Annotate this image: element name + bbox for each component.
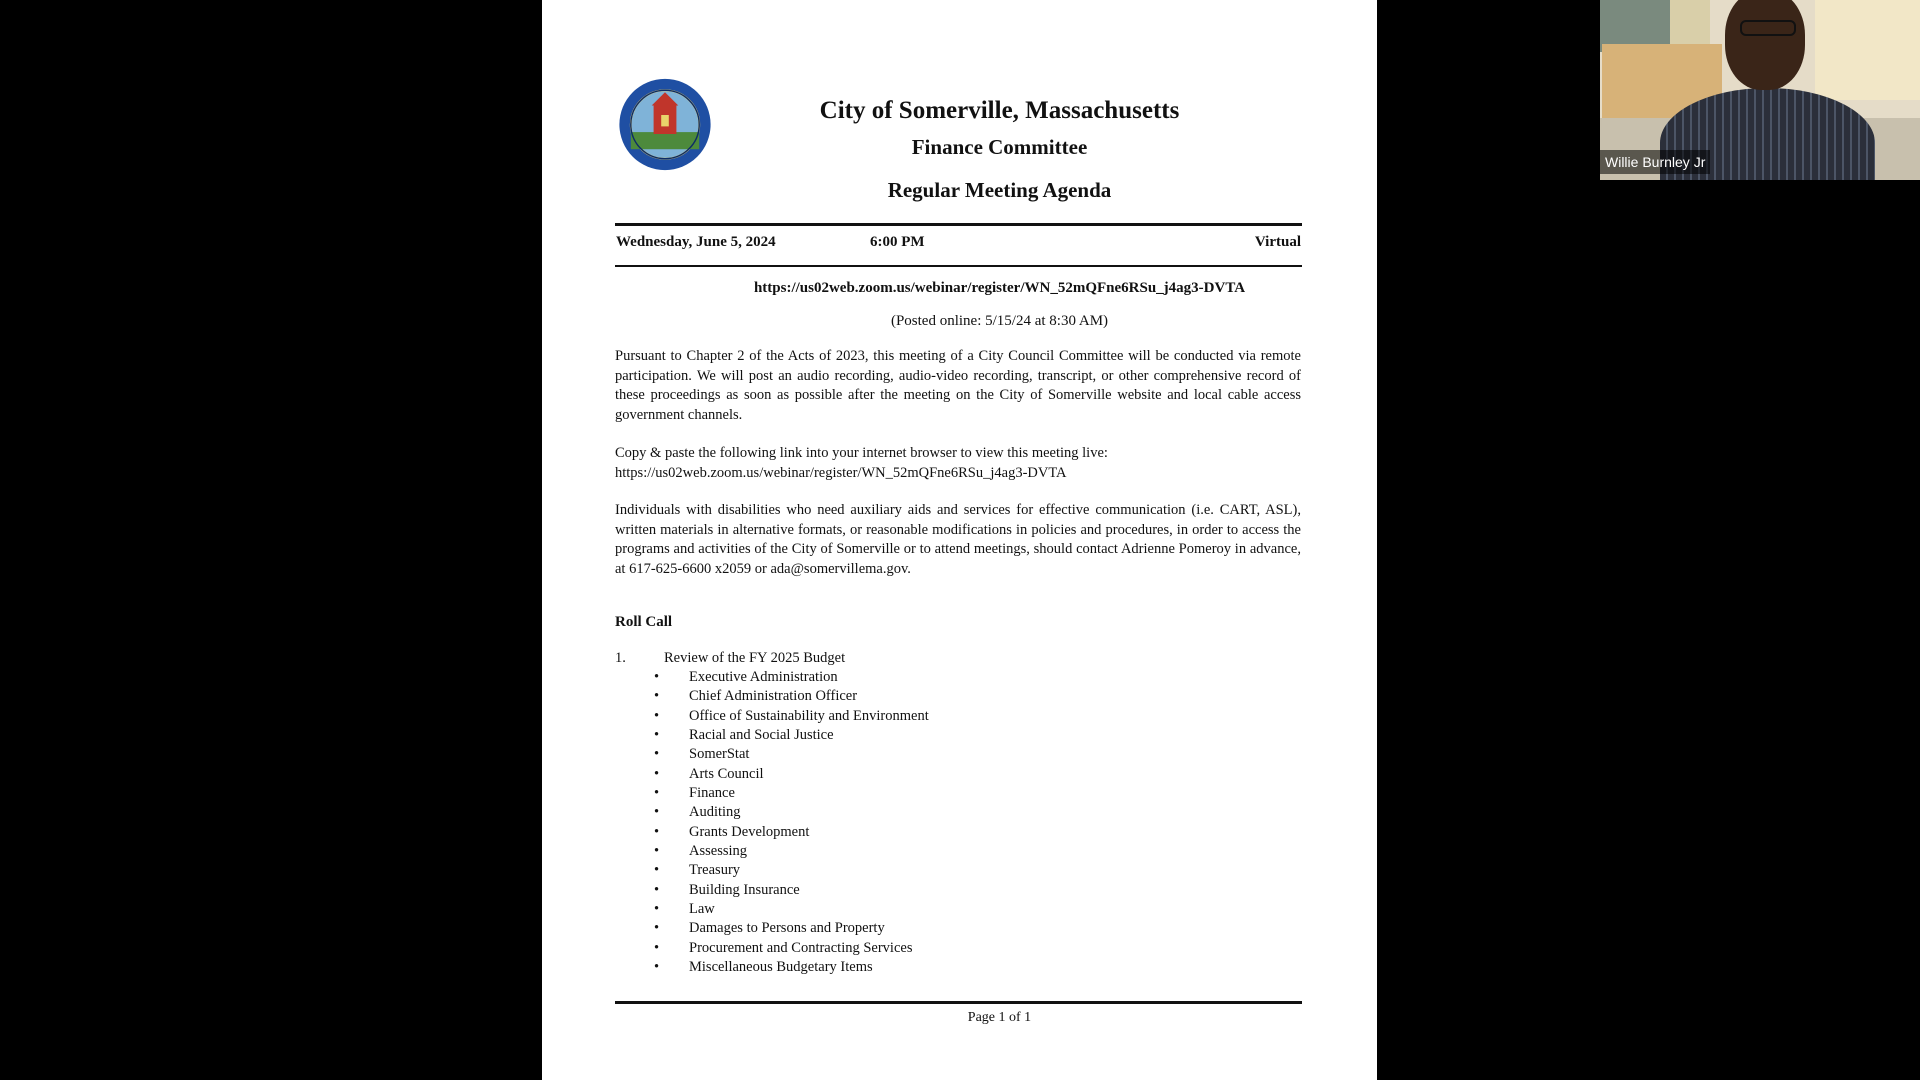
bullet-icon: • bbox=[654, 727, 660, 744]
divider-bottom bbox=[615, 1001, 1302, 1004]
divider-top bbox=[615, 223, 1302, 226]
bullet-icon: • bbox=[654, 746, 660, 763]
bullet-icon: • bbox=[654, 959, 660, 976]
divider-middle bbox=[615, 265, 1302, 267]
department-name: Grants Development bbox=[689, 823, 810, 840]
department-name: Law bbox=[689, 901, 715, 918]
accessibility-paragraph: Individuals with disabilities who need auxiliary aids and services for effective communication (i.e. CART, ASL), written materials in alternative formats, or reasonable modifications in policies and procedures, in order to access the programs and activities of the City of Somerville or to attend meetings, should contact Adrienne Pomeroy in advance, at 617-625-6600 x2059 or ada@somervillema.gov. bbox=[615, 502, 1301, 577]
roll-call-heading: Roll Call bbox=[615, 614, 673, 630]
bullet-icon: • bbox=[654, 785, 660, 802]
copy-link-instruction: Copy & paste the following link into your internet browser to view this meeting live: bbox=[615, 445, 1108, 461]
bullet-icon: • bbox=[654, 765, 660, 782]
wall-poster bbox=[1815, 0, 1920, 100]
participant-name-label: Willie Burnley Jr bbox=[1600, 150, 1710, 174]
department-name: Assessing bbox=[689, 843, 748, 860]
bullet-icon: • bbox=[654, 669, 660, 685]
department-name: Damages to Persons and Property bbox=[689, 920, 885, 937]
department-name: Racial and Social Justice bbox=[689, 727, 834, 744]
department-name: SomerStat bbox=[689, 746, 750, 763]
agenda-document-page bbox=[542, 0, 1377, 1080]
bullet-icon: • bbox=[654, 901, 660, 918]
bullet-icon: • bbox=[654, 688, 660, 705]
department-name: Chief Administration Officer bbox=[689, 688, 858, 705]
department-name: Office of Sustainability and Environment bbox=[689, 707, 929, 724]
bullet-icon: • bbox=[654, 920, 660, 937]
bullet-icon: • bbox=[654, 707, 660, 724]
agenda-item-number: 1. bbox=[615, 650, 626, 666]
bullet-icon: • bbox=[654, 862, 660, 879]
copy-link-url: https://us02web.zoom.us/webinar/register/WN_52mQFne6RSu_j4ag3-DVTA bbox=[615, 464, 1067, 481]
agenda-item-title: Review of the FY 2025 Budget bbox=[664, 650, 846, 666]
meeting-venue: Virtual bbox=[1254, 234, 1301, 250]
participant-head bbox=[1725, 0, 1805, 90]
committee-name: Finance Committee bbox=[911, 135, 1088, 159]
department-name: Executive Administration bbox=[689, 669, 838, 685]
agenda-title: Regular Meeting Agenda bbox=[887, 178, 1112, 202]
department-name: Finance bbox=[689, 785, 735, 802]
zoom-link: https://us02web.zoom.us/webinar/register/WN_52mQFne6RSu_j4ag3-DVTA bbox=[753, 280, 1246, 296]
bullet-icon: • bbox=[654, 804, 660, 821]
meeting-date: Wednesday, June 5, 2024 bbox=[616, 234, 776, 250]
glasses-icon bbox=[1740, 20, 1796, 36]
meeting-time: 6:00 PM bbox=[870, 234, 925, 250]
bullet-icon: • bbox=[654, 939, 660, 956]
bullet-icon: • bbox=[654, 843, 660, 860]
department-name: Miscellaneous Budgetary Items bbox=[689, 959, 873, 976]
bullet-icon: • bbox=[654, 823, 660, 840]
city-title: City of Somerville, Massachusetts bbox=[819, 97, 1180, 124]
bullet-icon: • bbox=[654, 881, 660, 898]
department-name: Treasury bbox=[689, 862, 741, 879]
remote-participation-paragraph: Pursuant to Chapter 2 of the Acts of 2023, this meeting of a City Council Committee will be conducted via remote participation. We will post an audio recording, audio-video recording, transcript, or other comprehensive record of these proceedings as soon as possible after the meeting on the City of Somerville website and local cable access government channels. bbox=[615, 348, 1301, 423]
department-name: Arts Council bbox=[689, 765, 764, 782]
department-name: Procurement and Contracting Services bbox=[689, 939, 913, 956]
posted-date: (Posted online: 5/15/24 at 8:30 AM) bbox=[890, 313, 1109, 329]
copy-link-paragraph bbox=[615, 444, 1301, 483]
department-name: Auditing bbox=[689, 804, 741, 821]
page-footer: Page 1 of 1 bbox=[967, 1010, 1032, 1025]
department-name: Building Insurance bbox=[689, 881, 800, 898]
